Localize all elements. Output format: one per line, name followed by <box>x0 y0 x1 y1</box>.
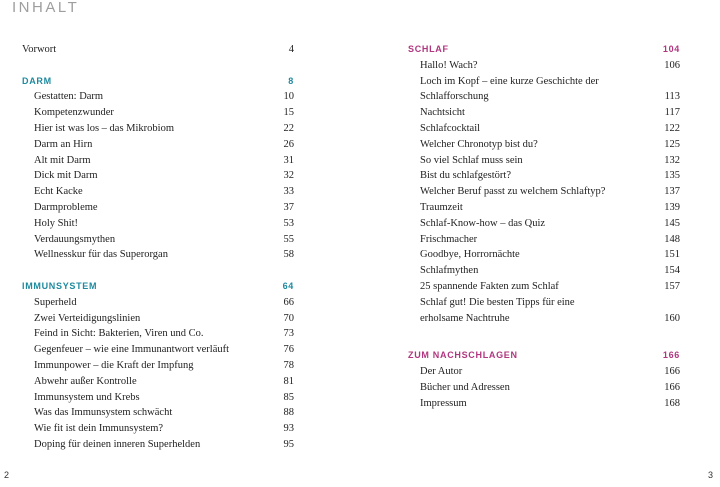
entry-page: 166 <box>664 366 680 378</box>
schlaf-entry-list <box>408 58 680 327</box>
entry-page: 160 <box>664 312 680 324</box>
toc-entry[interactable] <box>408 216 680 232</box>
entry-page: 73 <box>283 328 294 340</box>
entry-page: 15 <box>283 107 294 119</box>
toc-entry-vorwort[interactable] <box>22 42 294 58</box>
toc-entry[interactable] <box>22 137 294 153</box>
entry-title: Wie fit ist dein Immunsystem? <box>34 423 164 435</box>
entry-title: Immunsystem und Krebs <box>34 391 140 403</box>
toc-entry[interactable] <box>22 89 294 105</box>
entry-title: Goodbye, Horrornächte <box>420 249 520 261</box>
entry-title: Hier ist was los – das Mikrobiom <box>34 122 174 134</box>
entry-title: Dick mit Darm <box>34 170 98 182</box>
entry-page: 132 <box>664 154 680 166</box>
entry-title: Wellnesskur für das Superorgan <box>34 249 168 261</box>
entry-page: 117 <box>664 107 680 119</box>
toc-entry[interactable] <box>408 396 680 412</box>
page-number-left: 2 <box>4 470 10 480</box>
toc-left-column <box>22 42 294 453</box>
entry-page: 81 <box>283 375 294 387</box>
entry-page: 137 <box>664 186 680 198</box>
toc-entry[interactable] <box>22 390 294 406</box>
entry-page: 95 <box>283 438 294 450</box>
entry-title: Bücher und Adressen <box>420 381 510 393</box>
nachschlagen-entry-list <box>408 364 680 411</box>
toc-entry[interactable] <box>22 184 294 200</box>
entry-title: Frischmacher <box>420 233 478 245</box>
section-title: SCHLAF <box>408 44 449 54</box>
toc-entry[interactable] <box>408 58 680 74</box>
toc-entry[interactable] <box>22 232 294 248</box>
entry-page: 4 <box>288 44 294 55</box>
toc-entry[interactable] <box>22 200 294 216</box>
entry-title: Schlafcocktail <box>420 122 481 134</box>
toc-entry[interactable] <box>408 200 680 216</box>
entry-title: Welcher Chronotyp bist du? <box>420 138 538 150</box>
page-title: INHALT <box>12 0 80 16</box>
toc-entry[interactable] <box>408 380 680 396</box>
toc-entry[interactable] <box>408 74 680 106</box>
entry-title: Schlaf-Know-how – das Quiz <box>420 217 546 229</box>
entry-title: Abwehr außer Kontrolle <box>34 375 137 387</box>
toc-right-column <box>408 42 680 412</box>
entry-title: Der Autor <box>420 366 463 378</box>
section-heading-nachschlagen[interactable] <box>408 348 680 364</box>
entry-title: Schlaf gut! Die besten Tipps für eine erholsame Nachtruhe <box>420 296 575 324</box>
entry-page: 154 <box>664 265 680 277</box>
entry-title: Darm an Hirn <box>34 138 93 150</box>
entry-title: Superheld <box>34 296 77 308</box>
entry-page: 166 <box>664 381 680 393</box>
entry-title: Was das Immunsystem schwächt <box>34 407 173 419</box>
entry-title: So viel Schlaf muss sein <box>420 154 523 166</box>
entry-title: Impressum <box>420 397 467 409</box>
section-title: DARM <box>22 75 52 86</box>
section-title: IMMUNSYSTEM <box>22 280 98 291</box>
entry-page: 22 <box>283 122 294 134</box>
entry-page: 93 <box>283 423 294 435</box>
toc-entry[interactable] <box>22 326 294 342</box>
entry-page: 53 <box>283 217 294 229</box>
entry-page: 78 <box>283 359 294 371</box>
entry-page: 10 <box>283 91 294 103</box>
section-page: 166 <box>662 350 680 361</box>
toc-entry[interactable] <box>408 279 680 295</box>
section-heading-schlaf[interactable] <box>408 42 680 58</box>
entry-title: Loch im Kopf – eine kurze Geschichte der Schlafforschung <box>420 75 599 103</box>
entry-title: Nachtsicht <box>420 107 465 119</box>
entry-title: Darmprobleme <box>34 201 98 213</box>
toc-entry[interactable] <box>408 153 680 169</box>
toc-entry[interactable] <box>22 421 294 437</box>
entry-title: Gestatten: Darm <box>34 91 104 103</box>
entry-page: 139 <box>664 201 680 213</box>
entry-page: 106 <box>664 59 680 71</box>
section-page: 8 <box>288 75 294 86</box>
toc-entry[interactable] <box>22 358 294 374</box>
entry-title: Vorwort <box>22 44 57 55</box>
toc-entry[interactable] <box>408 232 680 248</box>
toc-entry[interactable] <box>408 105 680 121</box>
section-page: 104 <box>662 44 680 54</box>
entry-title: Hallo! Wach? <box>420 59 478 71</box>
entry-page: 58 <box>283 249 294 261</box>
entry-title: 25 spannende Fakten zum Schlaf <box>420 280 559 292</box>
section-title: ZUM NACHSCHLAGEN <box>408 350 518 361</box>
toc-entry[interactable] <box>408 295 680 327</box>
entry-page: 88 <box>283 407 294 419</box>
toc-entry[interactable] <box>22 216 294 232</box>
toc-entry[interactable] <box>22 247 294 263</box>
entry-page: 26 <box>283 138 294 150</box>
entry-title: Zwei Verteidigungslinien <box>34 312 141 324</box>
entry-title: Holy Shit! <box>34 217 79 229</box>
entry-page: 31 <box>283 154 294 166</box>
entry-page: 168 <box>664 397 680 409</box>
section-heading-darm[interactable] <box>22 74 294 90</box>
toc-entry[interactable] <box>408 263 680 279</box>
toc-entry[interactable] <box>22 295 294 311</box>
entry-title: Feind in Sicht: Bakterien, Viren und Co. <box>34 328 204 340</box>
toc-entry[interactable] <box>22 153 294 169</box>
entry-title: Doping für deinen inneren Superhelden <box>34 438 201 450</box>
entry-page: 85 <box>283 391 294 403</box>
darm-entry-list <box>22 89 294 263</box>
entry-title: Echt Kacke <box>34 186 83 198</box>
entry-title: Bist du schlafgestört? <box>420 170 511 182</box>
toc-entry[interactable] <box>22 342 294 358</box>
entry-page: 113 <box>664 91 680 103</box>
entry-title: Traumzeit <box>420 201 463 213</box>
entry-page: 145 <box>664 217 680 229</box>
toc-entry[interactable] <box>22 437 294 453</box>
section-heading-immunsystem[interactable] <box>22 279 294 295</box>
toc-entry[interactable] <box>22 405 294 421</box>
toc-entry[interactable] <box>408 247 680 263</box>
entry-title: Kompetenzwunder <box>34 107 114 119</box>
immunsystem-entry-list <box>22 295 294 453</box>
entry-page: 135 <box>664 170 680 182</box>
entry-title: Alt mit Darm <box>34 154 91 166</box>
entry-title: Gegenfeuer – wie eine Immunantwort verläuft <box>34 344 230 356</box>
entry-page: 157 <box>664 280 680 292</box>
entry-page: 70 <box>283 312 294 324</box>
toc-entry[interactable] <box>408 137 680 153</box>
entry-title: Schlafmythen <box>420 265 479 277</box>
entry-page: 37 <box>283 201 294 213</box>
entry-page: 33 <box>283 186 294 198</box>
toc-entry[interactable] <box>408 168 680 184</box>
entry-page: 148 <box>664 233 680 245</box>
entry-title: Verdauungsmythen <box>34 233 116 245</box>
toc-entry[interactable] <box>22 168 294 184</box>
toc-entry[interactable] <box>22 105 294 121</box>
entry-page: 55 <box>283 233 294 245</box>
entry-page: 66 <box>283 296 294 308</box>
entry-page: 125 <box>664 138 680 150</box>
toc-entry[interactable] <box>408 364 680 380</box>
page-number-right: 3 <box>708 470 714 480</box>
entry-page: 76 <box>283 344 294 356</box>
section-page: 64 <box>282 280 294 291</box>
toc-entry[interactable] <box>22 374 294 390</box>
toc-entry[interactable] <box>22 311 294 327</box>
toc-entry[interactable] <box>22 121 294 137</box>
entry-title: Immunpower – die Kraft der Impfung <box>34 359 194 371</box>
toc-entry[interactable] <box>408 121 680 137</box>
toc-entry[interactable] <box>408 184 680 200</box>
entry-page: 151 <box>664 249 680 261</box>
entry-title: Welcher Beruf passt zu welchem Schlaftyp? <box>420 186 606 198</box>
entry-page: 32 <box>283 170 294 182</box>
entry-page: 122 <box>664 122 680 134</box>
